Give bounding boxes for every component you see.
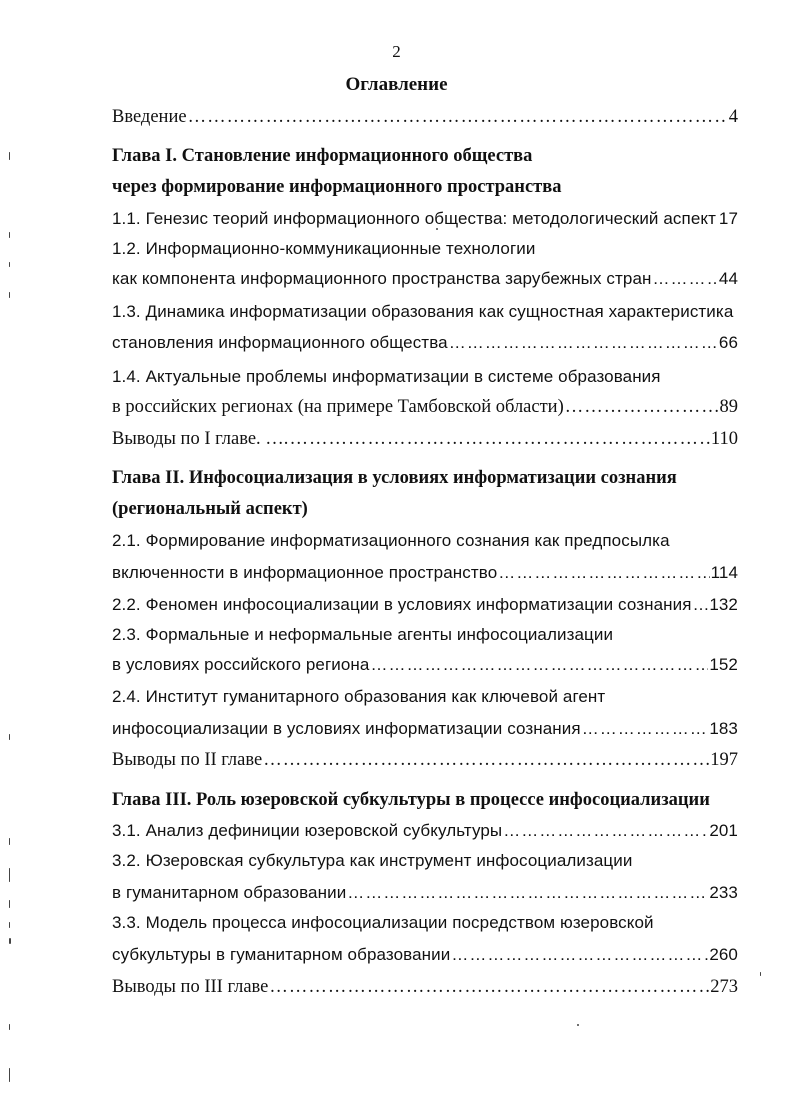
- toc-entry-2-2: [112, 592, 738, 618]
- scan-speck: [9, 838, 10, 845]
- toc-entry-text: в российских регионах (на примере Тамбовской области): [112, 397, 564, 417]
- scan-speck: [436, 228, 438, 230]
- toc-entry-page: 4: [728, 107, 738, 127]
- toc-entry-page: 114: [710, 563, 738, 582]
- toc-entry-text: включенности в информационное пространство: [112, 563, 498, 582]
- toc-entry-1-2-line-1: 1.2. Информационно-коммуникационные технологии: [112, 239, 536, 258]
- toc-entry-page: 152: [709, 655, 738, 674]
- leader-dots: [269, 974, 709, 1000]
- toc-entry-page: 273: [710, 977, 738, 997]
- toc-entry-text: Выводы по I главе. ….: [112, 429, 289, 449]
- toc-entry-page: 66: [718, 333, 738, 352]
- chapter-2-heading-line-1: Глава II. Инфосоциализация в условиях информатизации сознания: [112, 468, 677, 488]
- toc-entry-text: Введение: [112, 107, 187, 127]
- toc-entry-chapter-3-conclusions: [112, 974, 738, 1000]
- scan-speck: [9, 1068, 10, 1082]
- scan-speck: [9, 262, 10, 267]
- toc-entry-text: 3.1. Анализ дефиниции юзеровской субкультуры: [112, 821, 503, 840]
- toc-entry-1-2: [112, 266, 738, 292]
- leader-dots: [451, 942, 708, 968]
- page-number: 2: [392, 42, 401, 61]
- toc-entry-page: 89: [719, 397, 738, 417]
- leader-dots: [693, 592, 709, 618]
- toc-entry-text: инфосоциализации в условиях информатизации сознания: [112, 719, 581, 738]
- leader-dots: [289, 426, 709, 452]
- toc-entry-2-3: [112, 652, 738, 678]
- toc-title: Оглавление: [345, 74, 448, 95]
- toc-entry-page: 201: [709, 821, 738, 840]
- toc-entry-1-3: [112, 330, 738, 356]
- scan-speck: [577, 1024, 579, 1026]
- leader-dots: [263, 747, 709, 773]
- toc-entry-2-3-line-1: 2.3. Формальные и неформальные агенты инфосоциализации: [112, 625, 614, 644]
- scan-speck: [9, 938, 11, 944]
- toc-entry-page: 17: [718, 209, 738, 228]
- scan-speck: [9, 232, 10, 238]
- toc-entry-3-2-line-1: 3.2. Юзеровская субкультура как инструмент инфосоциализации: [112, 851, 633, 870]
- toc-entry-chapter-1-conclusions: [112, 426, 738, 452]
- toc-entry-3-3-line-1: 3.3. Модель процесса инфосоциализации посредством юзеровской: [112, 913, 654, 932]
- chapter-3-heading: Глава III. Роль юзеровской субкультуры в процессе инфосоциализации: [112, 790, 710, 810]
- toc-entry-page: 44: [718, 269, 738, 288]
- toc-entry-text: как компонента информационного пространства зарубежных стран: [112, 269, 652, 288]
- leader-dots: [498, 560, 709, 586]
- toc-entry-page: 183: [709, 719, 738, 738]
- toc-entry-3-3: [112, 942, 738, 968]
- toc-entry-text: Выводы по II главе: [112, 750, 263, 770]
- toc-entry-text: субкультуры в гуманитарном образовании: [112, 945, 451, 964]
- leader-dots: [717, 206, 718, 232]
- toc-entry-2-1-line-1: 2.1. Формирование информатизационного сознания как предпосылка: [112, 531, 670, 550]
- toc-entry-1-4-line-1: 1.4. Актуальные проблемы информатизации в системе образования: [112, 367, 661, 386]
- scan-speck: [9, 152, 10, 160]
- chapter-1-heading-line-2: через формирование информационного пространства: [112, 177, 562, 197]
- toc-entry-2-1: [112, 560, 738, 586]
- scan-speck: [760, 972, 761, 976]
- scan-speck: [9, 868, 10, 882]
- toc-entry-3-2: [112, 880, 738, 906]
- toc-entry-1-3-line-1: 1.3. Динамика информатизации образования как сущностная характеристика: [112, 302, 734, 321]
- toc-entry-text: Выводы по III главе: [112, 977, 269, 997]
- toc-entry-introduction: [112, 104, 738, 130]
- scan-speck: [9, 900, 10, 908]
- scan-speck: [9, 292, 10, 298]
- scan-speck: [9, 734, 10, 740]
- toc-entry-1-1: [112, 206, 738, 232]
- toc-entry-3-1: [112, 818, 738, 844]
- toc-entry-page: 110: [710, 429, 738, 449]
- toc-entry-2-4: [112, 716, 738, 742]
- leader-dots: [582, 716, 709, 742]
- toc-entry-text: 1.1. Генезис теорий информационного общества: методологический аспект: [112, 209, 716, 228]
- scan-speck: [9, 922, 10, 928]
- leader-dots: [565, 394, 719, 420]
- toc-entry-text: в гуманитарном образовании: [112, 883, 347, 902]
- scan-speck: [9, 1024, 10, 1030]
- toc-entry-page: 197: [710, 750, 738, 770]
- toc-entry-text: в условиях российского региона: [112, 655, 370, 674]
- toc-entry-page: 233: [709, 883, 738, 902]
- toc-entry-text: 2.2. Феномен инфосоциализации в условиях информатизации сознания: [112, 595, 692, 614]
- toc-entry-2-4-line-1: 2.4. Институт гуманитарного образования как ключевой агент: [112, 687, 606, 706]
- leader-dots: [653, 266, 718, 292]
- leader-dots: [370, 652, 708, 678]
- toc-entry-1-4: [112, 394, 738, 420]
- leader-dots: [188, 104, 728, 130]
- toc-entry-text: становления информационного общества: [112, 333, 448, 352]
- leader-dots: [449, 330, 718, 356]
- leader-dots: [347, 880, 708, 906]
- chapter-2-heading-line-2: (региональный аспект): [112, 499, 308, 519]
- toc-entry-page: 132: [709, 595, 738, 614]
- leader-dots: [503, 818, 708, 844]
- chapter-1-heading-line-1: Глава I. Становление информационного общества: [112, 146, 533, 166]
- toc-entry-page: 260: [709, 945, 738, 964]
- toc-entry-chapter-2-conclusions: [112, 747, 738, 773]
